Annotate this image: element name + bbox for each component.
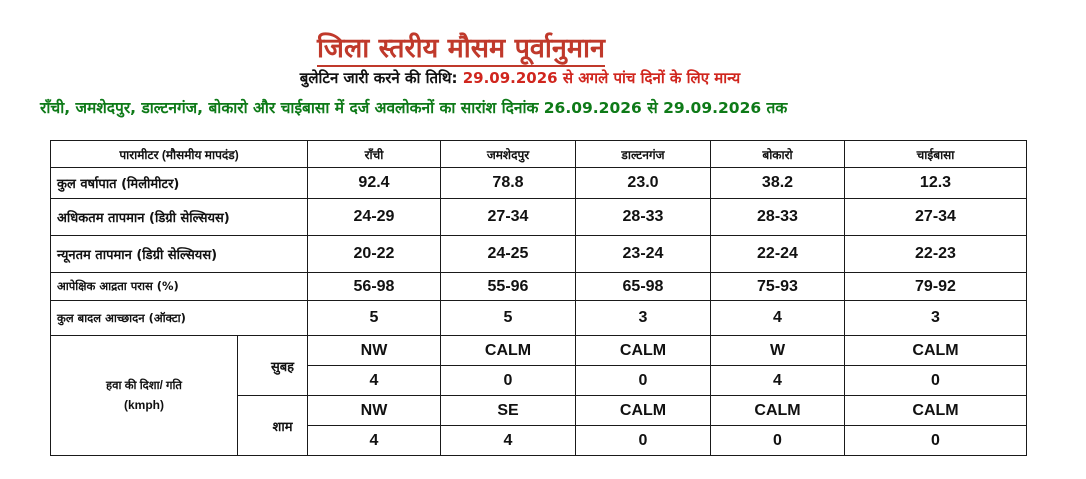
morning-label: सुबह (270, 359, 295, 375)
table-row (51, 236, 1027, 273)
table-cell: 0 (845, 366, 1027, 396)
table-cell: 27-34 (441, 199, 576, 236)
evening-label-cell (238, 396, 308, 456)
table-row (51, 273, 1027, 301)
bulletin-date (0, 68, 1040, 88)
table-cell: 3 (576, 301, 711, 336)
table-cell: 24-29 (308, 199, 441, 236)
morning-label-cell (238, 336, 308, 396)
header-chaibasa: चाईबासा (845, 141, 1027, 168)
table-cell: CALM (441, 336, 576, 366)
table-cell: 0 (711, 426, 845, 456)
wind-label-cell (51, 336, 238, 456)
table-cell: 22-23 (845, 236, 1027, 273)
table-cell: 92.4 (308, 168, 441, 199)
table-cell: 38.2 (711, 168, 845, 199)
header-parameter: पारामीटर (मौसमीय मापदंड) (51, 141, 308, 168)
table-cell: 24-25 (441, 236, 576, 273)
table-cell: 28-33 (711, 199, 845, 236)
table-cell: 65-98 (576, 273, 711, 301)
table-cell: 79-92 (845, 273, 1027, 301)
table-cell: SE (441, 396, 576, 426)
table-cell: 0 (576, 426, 711, 456)
header-ranchi: राँची (308, 141, 441, 168)
bulletin-value: 29.09.2026 से अगले पांच दिनों के लिए मान्य (462, 69, 741, 87)
table-cell: 22-24 (711, 236, 845, 273)
table-cell: 0 (576, 366, 711, 396)
table-cell: W (711, 336, 845, 366)
table-cell: 55-96 (441, 273, 576, 301)
table-row (51, 199, 1027, 236)
table-cell: 23.0 (576, 168, 711, 199)
table-cell: CALM (576, 396, 711, 426)
row-label: कुल वर्षापात (मिलीमीटर) (51, 168, 308, 199)
row-label: कुल बादल आच्छादन (ऑक्टा) (51, 301, 308, 336)
header-daltonganj: डाल्टनगंज (576, 141, 711, 168)
bulletin-label: बुलेटिन जारी करने की तिथि: (299, 69, 458, 87)
table-cell: 12.3 (845, 168, 1027, 199)
table-cell: 4 (441, 426, 576, 456)
table-cell: 4 (711, 366, 845, 396)
table-cell: 4 (308, 426, 441, 456)
table-cell: 5 (441, 301, 576, 336)
table-cell: 27-34 (845, 199, 1027, 236)
table-cell: 75-93 (711, 273, 845, 301)
table-cell: 56-98 (308, 273, 441, 301)
table-cell: 3 (845, 301, 1027, 336)
table-header-row (51, 141, 1027, 168)
row-label: न्यूनतम तापमान (डिग्री सेल्सियस) (51, 236, 308, 273)
wind-unit: (kmph) (124, 397, 164, 412)
header-jamshedpur: जमशेदपुर (441, 141, 576, 168)
table-cell: CALM (576, 336, 711, 366)
summary-line: राँची, जमशेदपुर, डाल्टनगंज, बोकारो और चाईबासा में दर्ज अवलोकनों का सारांश दिनांक 26.09.2026 से 29.09.2026 तक (40, 99, 788, 117)
evening-label: शाम (272, 419, 293, 435)
table-cell: 28-33 (576, 199, 711, 236)
table-cell: 20-22 (308, 236, 441, 273)
table-cell: 0 (441, 366, 576, 396)
table-row (51, 168, 1027, 199)
table-cell: NW (308, 336, 441, 366)
table-cell: 4 (711, 301, 845, 336)
table-cell: 78.8 (441, 168, 576, 199)
wind-morning-direction-row (51, 336, 1027, 366)
table-cell: 5 (308, 301, 441, 336)
table-cell: CALM (845, 396, 1027, 426)
table-cell: 23-24 (576, 236, 711, 273)
table-cell: 4 (308, 366, 441, 396)
row-label: अधिकतम तापमान (डिग्री सेल्सियस) (51, 199, 308, 236)
table-row (51, 301, 1027, 336)
table-cell: NW (308, 396, 441, 426)
table-cell: 0 (845, 426, 1027, 456)
row-label: आपेक्षिक आद्रता परास (%) (51, 273, 308, 301)
header-bokaro: बोकारो (711, 141, 845, 168)
table-cell: CALM (845, 336, 1027, 366)
table-cell: CALM (711, 396, 845, 426)
page-title: जिला स्तरीय मौसम पूर्वानुमान (0, 28, 922, 65)
wind-label: हवा की दिशा/ गति (106, 379, 182, 392)
observation-table (50, 140, 1027, 456)
